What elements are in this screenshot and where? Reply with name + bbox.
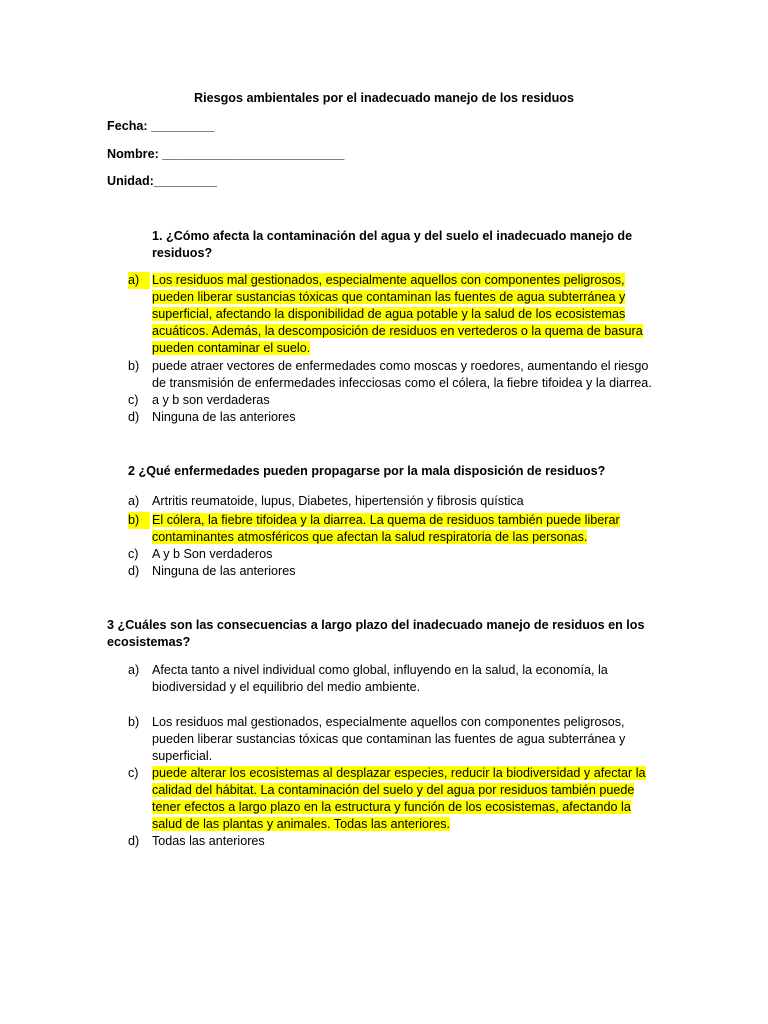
- option-text: Ninguna de las anteriores: [152, 564, 296, 578]
- option-text: Artritis reumatoide, lupus, Diabetes, hipertensión y fibrosis quística: [152, 494, 524, 508]
- question-3: 3 ¿Cuáles son las consecuencias a largo plazo del inadecuado manejo de residuos en los ecosistemas?: [107, 618, 645, 649]
- q1-option-c: [128, 392, 658, 409]
- nombre-field: Nombre: __________________________: [107, 147, 345, 161]
- option-letter: c): [128, 393, 139, 407]
- option-text: puede alterar los ecosistemas al desplazar especies, reducir la biodiversidad y afectar la calidad del hábitat. La contaminación del suelo y del agua por residuos también puede tener efectos a largo plazo en la estructura y función de los ecosistemas, afectando la salud de las plantas y animales. Todas las anteriores.: [152, 766, 646, 831]
- option-letter: d): [128, 834, 140, 848]
- question-2: 2 ¿Qué enfermedades pueden propagarse por la mala disposición de residuos?: [128, 464, 606, 478]
- q3-option-a: [128, 662, 658, 696]
- document-title: Riesgos ambientales por el inadecuado manejo de los residuos: [193, 91, 575, 105]
- option-letter: a): [128, 663, 140, 677]
- option-text: Los residuos mal gestionados, especialmente aquellos con componentes peligrosos, pueden liberar sustancias tóxicas que contaminan las fuentes de agua subterránea y superficial, afectando la disponibilidad de agua potable y la salud de los ecosistemas acuáticos. Además, la descomposición de residuos en vertederos o la quema de basura pueden contaminar el suelo.: [152, 273, 643, 355]
- q2-option-d: [128, 563, 658, 580]
- q1-option-b: [128, 358, 658, 392]
- option-text: A y b Son verdaderos: [152, 547, 273, 561]
- q2-option-a: [128, 493, 658, 510]
- option-text: El cólera, la fiebre tifoidea y la diarrea. La quema de residuos también puede liberar contaminantes atmosféricos que afectan la salud respiratoria de las personas.: [152, 513, 620, 544]
- option-letter: a): [128, 494, 140, 508]
- unidad-field: Unidad:_________: [107, 174, 217, 188]
- option-letter: b): [128, 512, 150, 529]
- option-text: Los residuos mal gestionados, especialmente aquellos con componentes peligrosos, pueden liberar sustancias tóxicas que contaminan las fuentes de agua subterránea y superficial.: [152, 715, 626, 763]
- option-text: Todas las anteriores: [152, 834, 265, 848]
- q1-option-a: [128, 272, 658, 357]
- q3-option-d: [128, 833, 658, 850]
- option-text: Ninguna de las anteriores: [152, 410, 296, 424]
- fecha-field: Fecha: _________: [107, 119, 215, 133]
- q3-option-c: [128, 765, 658, 833]
- option-text: puede atraer vectores de enfermedades como moscas y roedores, aumentando el riesgo de transmisión de enfermedades infecciosas como el cólera, la fiebre tifoidea y la diarrea.: [152, 359, 652, 390]
- option-letter: a): [128, 272, 150, 289]
- option-letter: c): [128, 766, 139, 780]
- option-letter: d): [128, 410, 140, 424]
- option-text: Afecta tanto a nivel individual como global, influyendo en la salud, la economía, la biodiversidad y el equilibrio del medio ambiente.: [152, 663, 608, 694]
- q2-option-b: [128, 512, 658, 546]
- question-1: 1. ¿Cómo afecta la contaminación del agua y del suelo el inadecuado manejo de residuos?: [152, 229, 633, 260]
- q2-option-c: [128, 546, 658, 563]
- q3-option-b: [128, 714, 658, 765]
- option-letter: c): [128, 547, 139, 561]
- q1-option-d: [128, 409, 658, 426]
- option-letter: d): [128, 564, 140, 578]
- option-letter: b): [128, 359, 140, 373]
- option-text: a y b son verdaderas: [152, 393, 270, 407]
- option-letter: b): [128, 715, 140, 729]
